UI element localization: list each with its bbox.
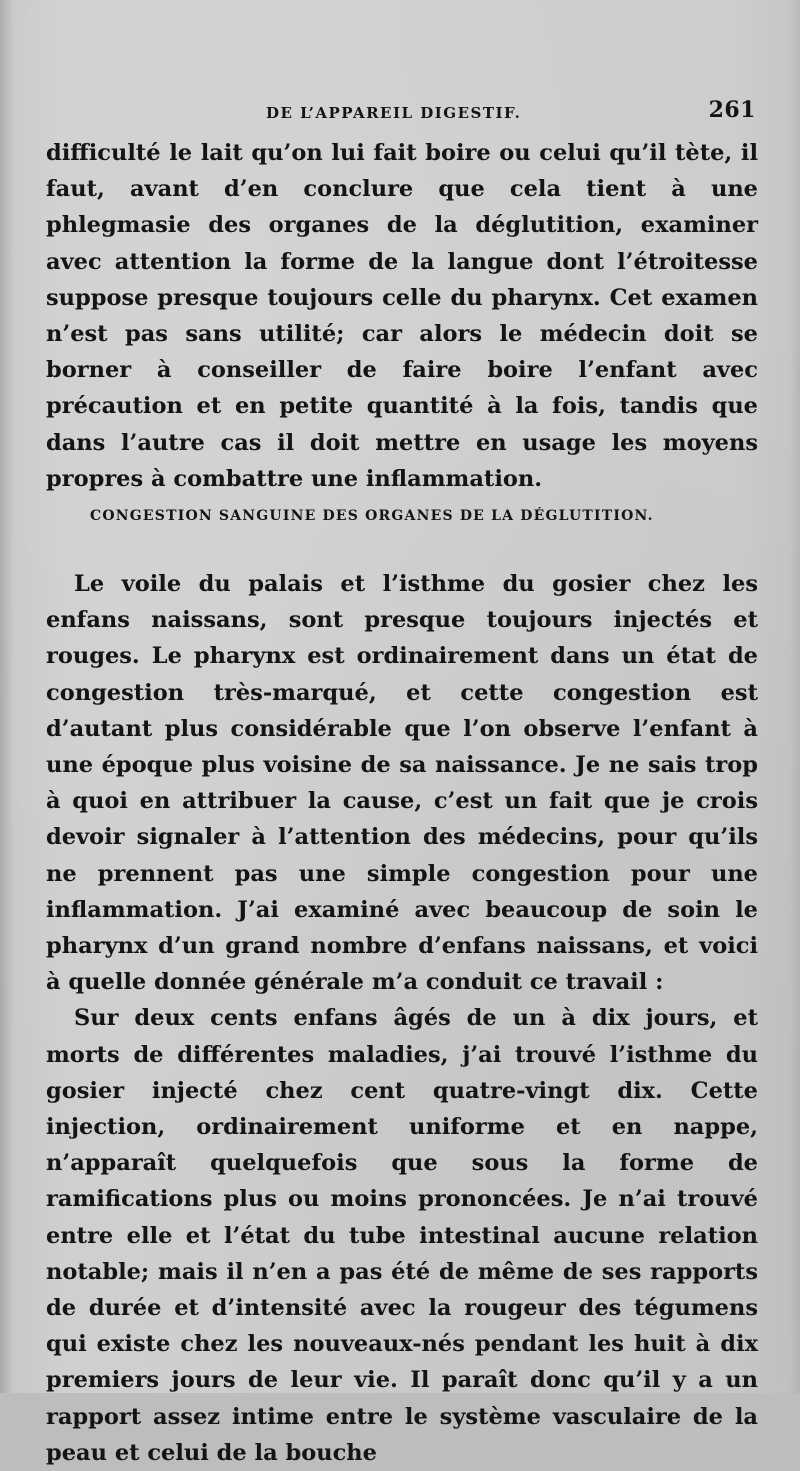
paragraph-1: Le voile du palais et l’isthme du gosier chez les enfans naissans, sont presque toujours injectés et rouges. Le pharynx est ordinairement dans un état de congestion très-marqué, et cette congestion est d’autant plus considérable que l’on observe l’enfant à une époque plus voisine de sa naissance. Je ne sais trop à quoi en attribuer la cause, c’est un fait que je crois devoir signaler à l’attention des médecins, pour qu’ils ne prennent pas une simple congestion pour une inflammation. J’ai examiné avec beaucoup de soin le pharynx d’un grand nombre d’enfans naissans, et voici à quelle donnée générale m’a conduit ce travail :	[46, 571, 758, 996]
page-number: 261	[708, 97, 756, 123]
paragraph-2: Sur deux cents enfans âgés de un à dix jours, et morts de différentes maladies, j’ai trouvé l’isthme du gosier injecté chez cent quatre-vingt dix. Cette injection, ordinairement uniforme et en nappe, n’apparaît quelquefois que sous la forme de ramifications plus ou moins prononcées. Je n’ai trouvé entre elle et l’état du tube intestinal aucune relation notable; mais il n’en a pas été de même de ses rapports de durée et d’intensité avec la rougeur des tégumens qui existe chez les nouveaux-nés pendant les huit à dix premiers jours de leur vie. Il paraît donc qu’il y a un rapport assez intime entre le système vasculaire de la peau et celui de la bouche	[46, 1005, 758, 1466]
running-head	[266, 97, 756, 126]
section-body	[46, 566, 758, 1471]
running-head-title: DE L’APPAREIL DIGESTIF.	[266, 104, 522, 122]
section-heading: CONGESTION SANGUINE DES ORGANES DE LA DÉGLUTITION.	[90, 508, 654, 524]
continued-paragraph: difficulté le lait qu’on lui fait boire ou celui qu’il tète, il faut, avant d’en conclure que cela tient à une phlegmasie des organes de la déglutition, examiner avec attention la forme de la langue dont l’étroitesse suppose presque toujours celle du pharynx. Cet examen n’est pas sans utilité; car alors le médecin doit se borner à conseiller de faire boire l’enfant avec précaution et en petite quantité à la fois, tandis que dans l’autre cas il doit mettre en usage les moyens propres à combattre une inflammation.	[46, 140, 758, 492]
continued-paragraph-block	[46, 135, 758, 497]
